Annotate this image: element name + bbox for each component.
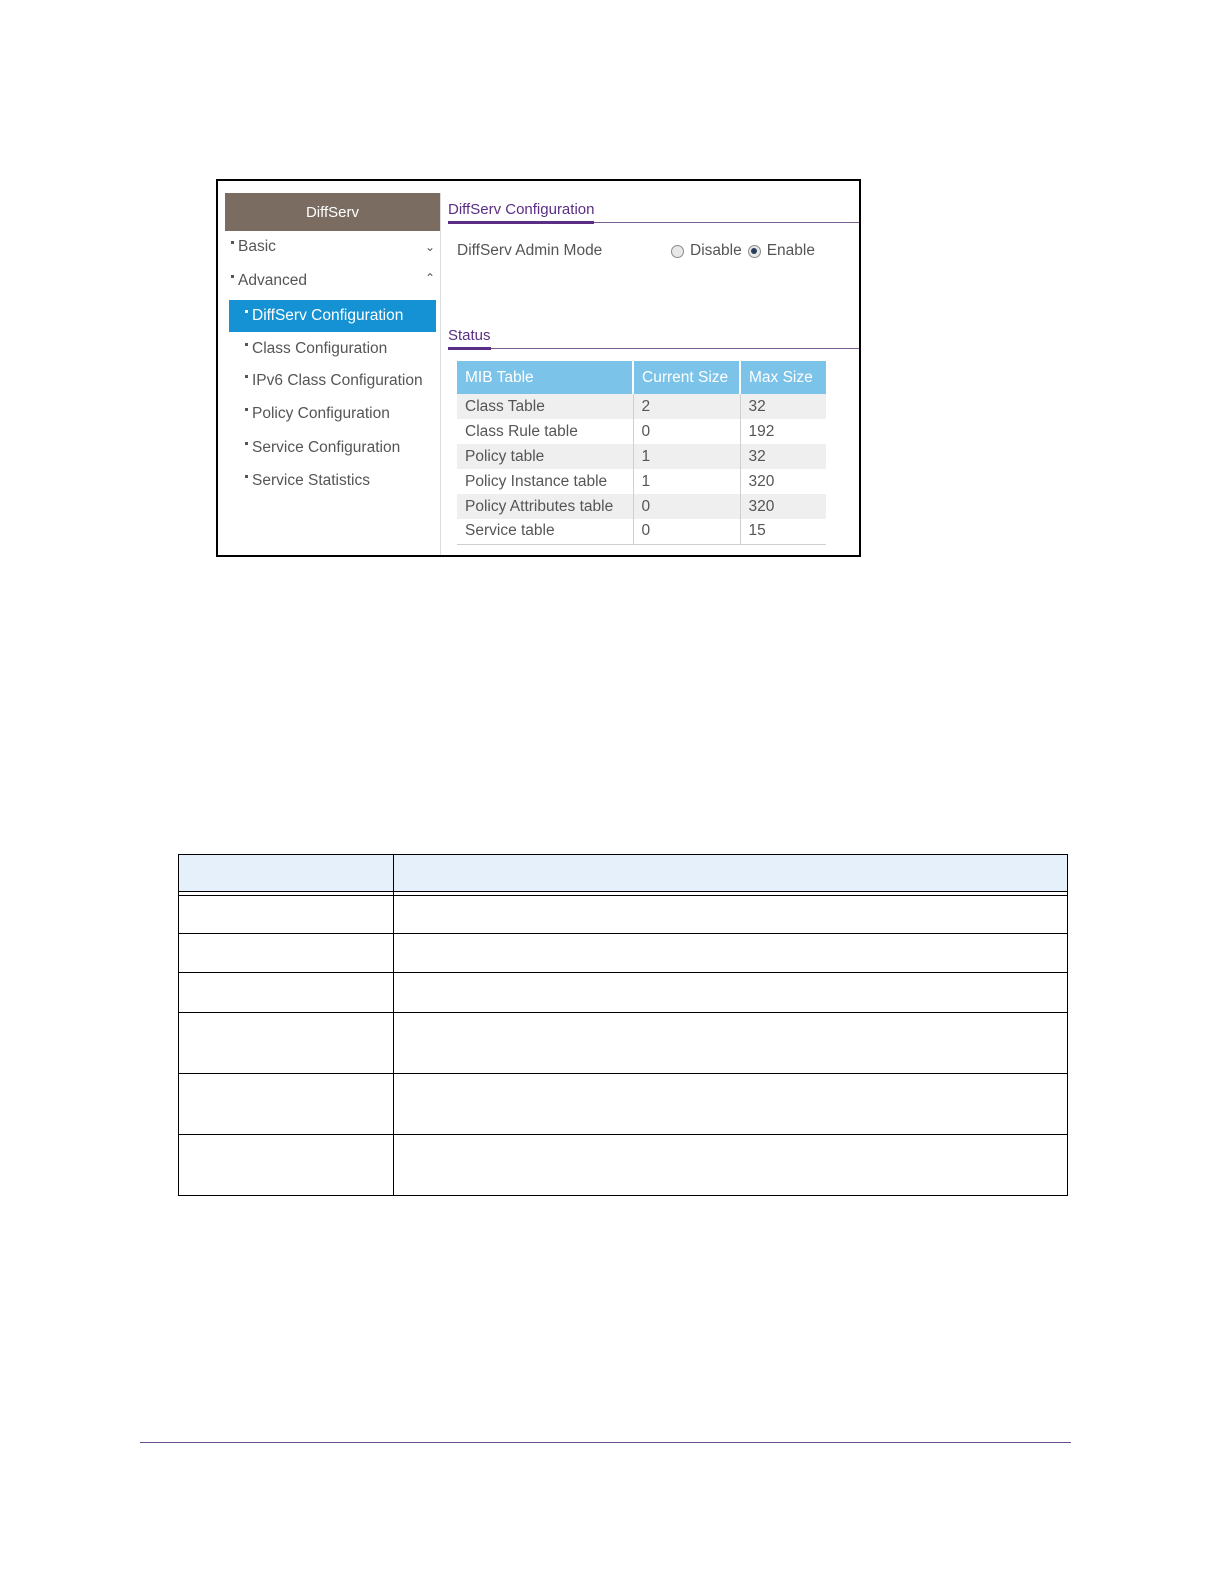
table-cell: 1 — [633, 444, 740, 469]
table-row — [179, 896, 1068, 934]
column-header: Current Size — [633, 361, 740, 394]
table-row — [179, 1074, 1068, 1135]
sidebar — [225, 193, 441, 557]
table-cell — [179, 973, 394, 1013]
table-cell — [179, 934, 394, 973]
chevron-down-icon: ⌄ — [424, 240, 435, 254]
sidebar-item-service-statistics[interactable] — [225, 465, 441, 497]
section-title: Status — [448, 327, 491, 350]
table-cell: Class Table — [457, 394, 633, 419]
table-row — [457, 494, 826, 519]
sidebar-item-policy-configuration[interactable] — [225, 398, 441, 430]
table-row — [457, 419, 826, 444]
table-cell: 320 — [740, 469, 826, 494]
main-content — [448, 193, 859, 555]
sidebar-item-label: Service Statistics — [252, 472, 371, 489]
sidebar-title: DiffServ — [225, 193, 440, 231]
disable-radio[interactable] — [671, 245, 684, 258]
table-cell: 32 — [740, 444, 826, 469]
sidebar-item-label: Advanced — [238, 272, 307, 289]
table-row — [179, 1135, 1068, 1196]
table-cell: 2 — [633, 394, 740, 419]
table-cell: 0 — [633, 494, 740, 519]
table-header-row — [457, 361, 826, 394]
table-cell: Service table — [457, 519, 633, 544]
column-header: MIB Table — [457, 361, 633, 394]
sidebar-item-label: IPv6 Class Configuration — [252, 372, 423, 389]
section-title: DiffServ Configuration — [448, 201, 594, 224]
section-header-status — [448, 319, 859, 349]
sidebar-item-label: Basic — [238, 238, 276, 255]
enable-radio[interactable] — [748, 245, 761, 258]
table-row — [457, 444, 826, 469]
table-cell — [179, 896, 394, 934]
screenshot-frame — [216, 179, 861, 557]
table-cell — [394, 973, 1068, 1013]
sidebar-item-label: Service Configuration — [252, 439, 401, 456]
disable-radio-label: Disable — [690, 242, 742, 259]
table-cell: 320 — [740, 494, 826, 519]
table-cell — [394, 1135, 1068, 1196]
table-cell: 32 — [740, 394, 826, 419]
sidebar-item-ipv6-class-configuration[interactable] — [225, 365, 441, 397]
table-cell — [179, 1074, 394, 1135]
table-cell — [394, 1013, 1068, 1074]
table-cell: Policy table — [457, 444, 633, 469]
table-row — [179, 1013, 1068, 1074]
table-cell: 15 — [740, 519, 826, 544]
table-row — [457, 394, 826, 419]
table-cell — [394, 1074, 1068, 1135]
section-header-config — [448, 193, 859, 223]
table-cell — [394, 855, 1068, 892]
table-cell — [179, 855, 394, 892]
sidebar-item-label: Policy Configuration — [252, 405, 390, 422]
table-cell: 0 — [633, 419, 740, 444]
sidebar-item-service-configuration[interactable] — [225, 432, 441, 464]
status-table — [457, 361, 826, 545]
table-cell: Class Rule table — [457, 419, 633, 444]
table-row — [457, 469, 826, 494]
admin-mode-label: DiffServ Admin Mode — [457, 242, 603, 259]
table-row — [179, 973, 1068, 1013]
table-cell — [179, 1013, 394, 1074]
table-cell: Policy Attributes table — [457, 494, 633, 519]
enable-radio-label: Enable — [766, 242, 815, 259]
table-cell — [394, 896, 1068, 934]
sidebar-item-label: Class Configuration — [252, 340, 388, 357]
document-table — [178, 854, 1068, 1196]
sidebar-item-advanced[interactable] — [225, 265, 441, 297]
table-row — [457, 519, 826, 544]
admin-mode-radio-group — [671, 242, 815, 260]
table-cell: Policy Instance table — [457, 469, 633, 494]
sidebar-item-basic[interactable] — [225, 231, 441, 263]
table-cell: 192 — [740, 419, 826, 444]
chevron-up-icon: ⌃ — [424, 271, 435, 285]
table-header-row — [179, 855, 1068, 892]
sidebar-item-class-configuration[interactable] — [225, 333, 441, 365]
footer-divider — [140, 1442, 1071, 1443]
sidebar-item-label: DiffServ Configuration — [252, 307, 404, 324]
table-cell — [394, 934, 1068, 973]
column-header: Max Size — [740, 361, 826, 394]
sidebar-item-diffserv-configuration[interactable] — [229, 300, 436, 332]
table-cell: 1 — [633, 469, 740, 494]
table-cell — [179, 1135, 394, 1196]
table-cell: 0 — [633, 519, 740, 544]
table-row — [179, 934, 1068, 973]
